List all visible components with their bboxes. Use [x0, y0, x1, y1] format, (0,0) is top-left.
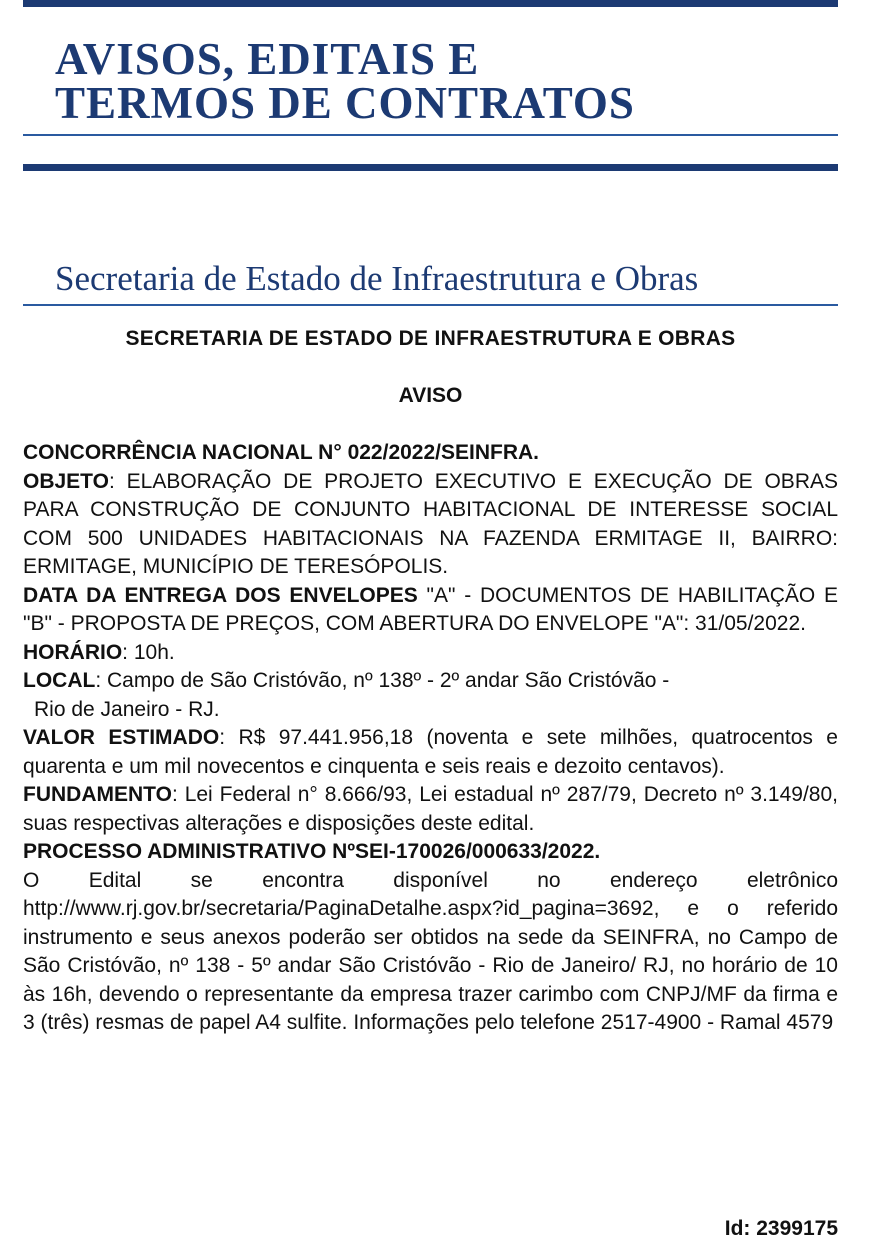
local-label: LOCAL: [23, 669, 96, 692]
local-paragraph: [23, 667, 838, 696]
masthead-line-2: TERMOS DE CONTRATOS: [55, 78, 635, 128]
objeto-text: : ELABORAÇÃO DE PROJETO EXECUTIVO E EXECUÇÃO DE OBRAS PARA CONSTRUÇÃO DE CONJUNTO HABITACIONAL DE INTERESSE SOCIAL COM 500 UNIDADES HABITACIONAIS NA FAZENDA ERMITAGE II, BAIRRO: ERMITAGE, MUNICÍPIO DE TERESÓPOLIS.: [23, 469, 838, 578]
notice-type: AVISO: [398, 384, 463, 407]
objeto-label: OBJETO: [23, 469, 109, 493]
valor-label: VALOR ESTIMADO: [23, 726, 220, 749]
document-page: [23, 0, 838, 1038]
data-entrega-text: "A" - DOCUMENTOS DE HABILITAÇÃO E "B" - PROPOSTA DE PREÇOS, COM ABERTURA DO ENVELOPE "A": 31/05/2022.: [23, 583, 838, 635]
section-title: Secretaria de Estado de Infraestrutura e Obras: [55, 259, 699, 298]
top-thick-rule: [23, 0, 838, 7]
horario-text: : 10h.: [122, 640, 175, 664]
masthead-thin-rule: [23, 134, 838, 136]
masthead-line-1: AVISOS, EDITAIS E: [55, 34, 480, 84]
horario-paragraph: [23, 639, 838, 668]
fundamento-paragraph: [23, 781, 838, 838]
edital-paragraph: O Edital se encontra disponível no endereço eletrônico http://www.rj.gov.br/secretaria/PaginaDetalhe.aspx?id_pagina=3692, e o referido instrumento e seus anexos poderão ser obtidos na sede da SEINFRA, no Campo de São Cristóvão, nº 138 - 5º andar São Cristóvão - Rio de Janeiro/ RJ, no horário de 10 às 16h, devendo o representante da empresa trazer carimbo com CNPJ/MF da firma e 3 (três) resmas de papel A4 sulfite. Informações pelo telefone 2517-4900 - Ramal 4579: [23, 868, 838, 1034]
masthead: [23, 34, 838, 128]
section-title-rule: [23, 304, 838, 306]
local-text-2: Rio de Janeiro - RJ.: [34, 697, 220, 721]
local-text: : Campo de São Cristóvão, nº 138º - 2º andar São Cristóvão -: [95, 669, 670, 692]
fundamento-text: : Lei Federal n° 8.666/93, Lei estadual nº 287/79, Decreto nº 3.149/80, suas respectivas alterações e disposições deste edital.: [23, 783, 838, 835]
valor-paragraph: [23, 724, 838, 781]
data-entrega-paragraph: [23, 582, 838, 639]
local-paragraph-cont: [23, 696, 838, 725]
processo-text: PROCESSO ADMINISTRATIVO NºSEI-170026/000633/2022.: [23, 840, 601, 863]
concorrencia-text: CONCORRÊNCIA NACIONAL N° 022/2022/SEINFRA.: [23, 441, 539, 464]
objeto-paragraph: [23, 468, 838, 582]
masthead-thick-rule: [23, 164, 838, 171]
fundamento-label: FUNDAMENTO: [23, 783, 172, 806]
notice-body: [23, 439, 838, 1038]
footer-id: Id: 2399175: [724, 1217, 838, 1240]
horario-label: HORÁRIO: [23, 640, 123, 664]
concorrencia-line: [23, 439, 838, 468]
data-entrega-label: DATA DA ENTREGA DOS ENVELOPES: [23, 583, 418, 607]
org-name: SECRETARIA DE ESTADO DE INFRAESTRUTURA E OBRAS: [125, 327, 736, 350]
valor-text: : R$ 97.441.956,18 (noventa e sete milhões, quatrocentos e quarenta e um mil novecentos e cinquenta e seis reais e dezoito centavos).: [23, 726, 838, 778]
processo-line: [23, 838, 838, 867]
